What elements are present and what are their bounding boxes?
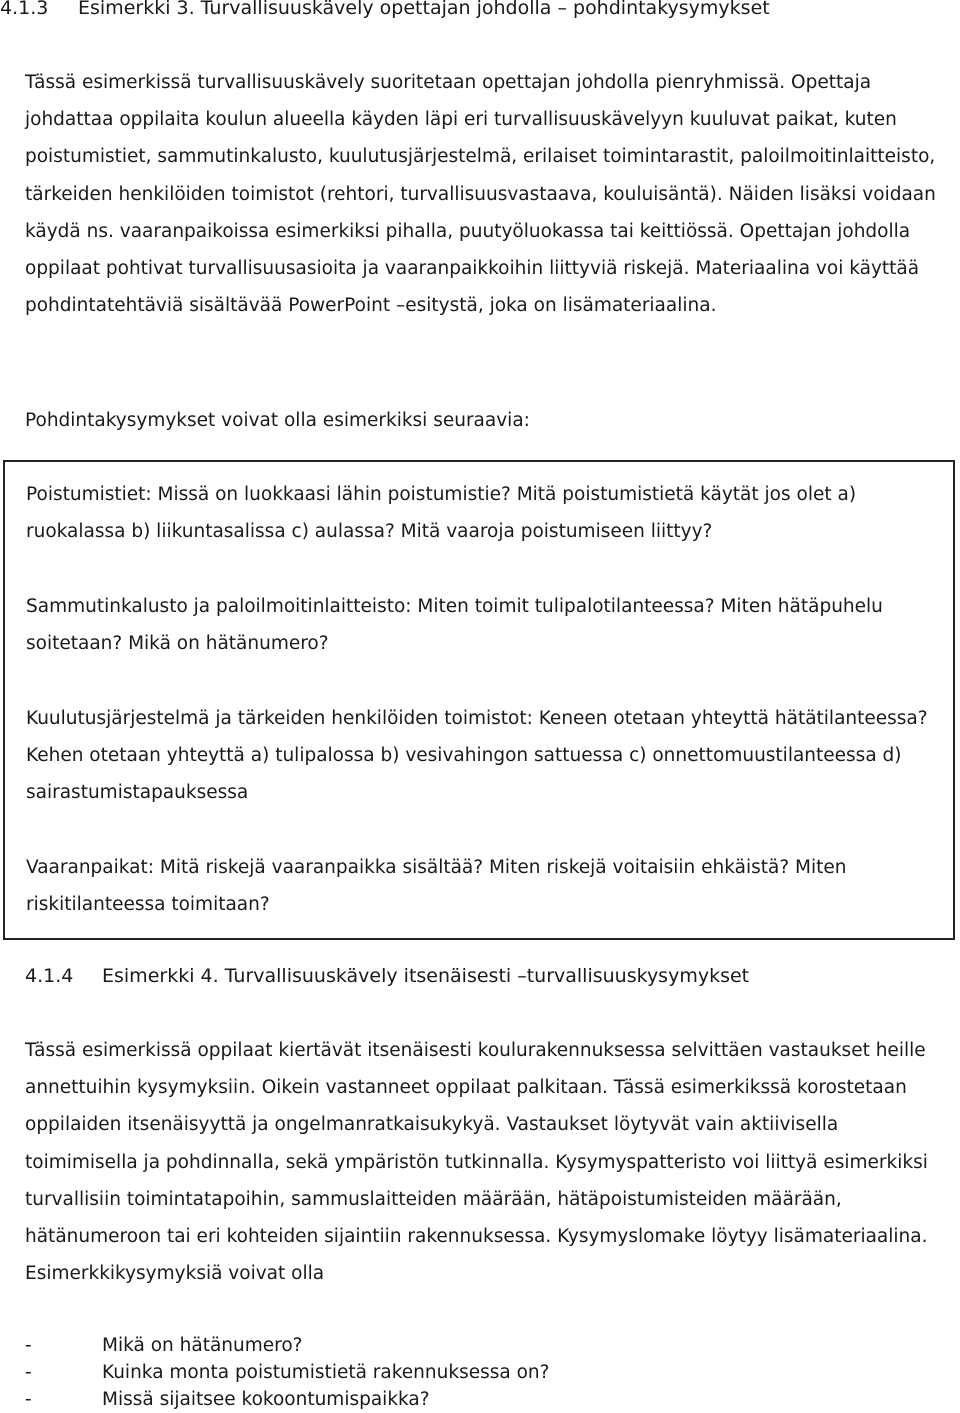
list-item-text: Mikä on hätänumero?	[102, 1335, 303, 1356]
section-number: 4.1.3	[0, 0, 49, 19]
list-bullet: -	[25, 1389, 32, 1410]
list-item	[25, 1359, 549, 1386]
list-item	[25, 1332, 549, 1359]
reflection-questions-box	[3, 460, 955, 940]
question-exits: Poistumistiet: Missä on luokkaasi lähin poistumistie? Mitä poistumistietä käytät jos olet a) ruokalassa b) liikuntasalissa c) aulassa? Mitä vaaroja poistumiseen liittyy?	[26, 484, 857, 543]
list-bullet: -	[25, 1335, 32, 1356]
question-extinguishers: Sammutinkalusto ja paloilmoitinlaitteisto: Miten toimit tulipalotilanteessa? Miten hätäpuhelu soitetaan? Mikä on hätänumero?	[26, 596, 883, 655]
section-number: 4.1.4	[25, 965, 74, 987]
section-heading-4-1-4	[25, 964, 749, 988]
question-announcement-system: Kuulutusjärjestelmä ja tärkeiden henkilöiden toimistot: Keneen otetaan yhteyttä hätätilanteessa? Kehen otetaan yhteyttä a) tulipalossa b) vesivahingon sattuessa c) onnettomuustilanteessa d) sairastumistapauksessa	[26, 708, 928, 804]
list-item-text: Kuinka monta poistumistietä rakennuksessa on?	[102, 1362, 550, 1383]
intro-paragraph: Tässä esimerkissä turvallisuuskävely suoritetaan opettajan johdolla pienryhmissä. Opettaja johdattaa oppilaita koulun alueella käyden läpi eri turvallisuuskävelyyn kuuluvat paikat, kuten poistumistiet, sammutinkalusto, kuulutusjärjestelmä, erilaiset toimintarastit, paloilmoitinlaitteisto, tärkeiden henkilöiden toimistot (rehtori, turvallisuusvastaava, kouluisäntä). Näiden lisäksi voidaan käydä ns. vaaranpaikoissa esimerkiksi pihalla, puutyöluokassa tai keittiössä. Opettajan johdolla oppilaat pohtivat turvallisuusasioita ja vaaranpaikkoihin liittyviä riskejä. Materiaalina voi käyttää pohdintatehtäviä sisältävää PowerPoint –esitystä, joka on lisämateriaalina.	[25, 72, 936, 317]
example-questions-list	[25, 1332, 549, 1413]
list-item	[25, 1386, 549, 1413]
list-bullet: -	[25, 1362, 32, 1383]
section-heading-4-1-3	[0, 0, 770, 20]
section-title: Esimerkki 4. Turvallisuuskävely itsenäisesti –turvallisuuskysymykset	[102, 965, 750, 987]
section-title: Esimerkki 3. Turvallisuuskävely opettajan johdolla – pohdintakysymykset	[78, 0, 770, 19]
list-item-text: Missä sijaitsee kokoontumispaikka?	[102, 1389, 430, 1410]
independent-walk-paragraph: Tässä esimerkissä oppilaat kiertävät itsenäisesti koulurakennuksessa selvittäen vastaukset heille annettuihin kysymyksiin. Oikein vastanneet oppilaat palkitaan. Tässä esimerkikssä korostetaan oppilaiden itsenäisyyttä ja ongelmanratkaisukykyä. Vastaukset löytyvät vain aktiivisella toimimisella ja pohdinnalla, sekä ympäristön tutkinnalla. Kysymyspatteristo voi liittyä esimerkiksi turvallisiin toimintatapoihin, sammuslaitteiden määrään, hätäpoistumisteiden määrään, hätänumeroon tai eri kohteiden sijaintiin rakennuksessa. Kysymyslomake löytyy lisämateriaalina. Esimerkkikysymyksiä voivat olla	[25, 1040, 928, 1285]
questions-intro-paragraph: Pohdintakysymykset voivat olla esimerkiksi seuraavia:	[25, 410, 530, 431]
question-hazard-spots: Vaaranpaikat: Mitä riskejä vaaranpaikka sisältää? Miten riskejä voitaisiin ehkäistä? Miten riskitilanteessa toimitaan?	[26, 857, 847, 916]
